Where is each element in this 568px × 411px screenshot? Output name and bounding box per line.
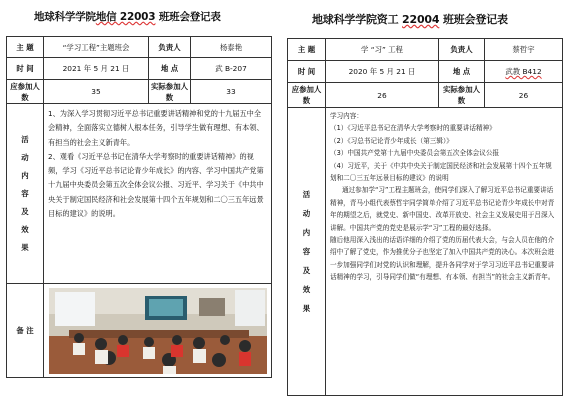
time-value: 2021 年 5 月 21 日 <box>44 58 149 80</box>
table-row <box>288 39 563 61</box>
content-item-1: （1）《习近平总书记在清华大学考察时的重要讲话精神》 <box>330 124 496 133</box>
topic-label: 主 题 <box>7 37 44 58</box>
content-paragraph-1: 1、为深入学习贯彻习近平总书记重要讲话精神和党的十九届五中全会精神，全面落实立德树人根本任务，引导学生做有理想、有本领、有担当的社会主义新青年。 <box>48 109 264 147</box>
left-title-suffix: 班班会登记表 <box>155 11 221 23</box>
classroom-photo-illustration <box>49 288 267 374</box>
right-registration-table <box>287 38 563 396</box>
leader-label: 负责人 <box>149 37 191 58</box>
expected-count-label: 应参加人数 <box>7 80 44 104</box>
remark-cell <box>44 284 272 378</box>
actual-count-label: 实际参加人数 <box>439 83 485 108</box>
right-form-title <box>312 11 508 27</box>
expected-count-value: 26 <box>326 83 439 108</box>
classroom-photo <box>49 288 267 374</box>
table-row <box>7 104 272 284</box>
table-row <box>288 61 563 83</box>
content-paragraph-2: 2、观看《习近平总书记在清华大学考察时的重要讲话精神》的视频，学习《习近平总书记论青少年成长》的内容、学习中国共产党第十九届中央委员会第五次全体会议公报、习近平、学习关于《中共中央关于制定国民经济和社会发展第十四个五年规划和二〇三五年远景目标的建议》的说明。 <box>48 151 264 219</box>
place-value: 武 B-207 <box>191 58 272 80</box>
actual-count-value: 26 <box>485 83 563 108</box>
content-paragraph-1: 通过参加学“习”工程主题班会，使同学们深入了解习近平总书记重要讲话精神，青马小组代表蔡哲宇同学简单介绍了习近平总书记论青少年成长中对青年的期望之后，就党史、新中国史、改革开放史、社会主义发展史用于吕深入讲解。中国共产党的党史是展示学“习”工程的最好选择。 <box>330 186 555 232</box>
table-row <box>7 37 272 58</box>
place-value: 武教 B412 <box>485 61 563 83</box>
time-label: 时 间 <box>288 61 326 83</box>
place-label: 地 点 <box>149 58 191 80</box>
table-row <box>7 80 272 104</box>
actual-count-label: 实际参加人数 <box>149 80 191 104</box>
remark-label: 备 注 <box>7 284 44 378</box>
time-label: 时 间 <box>7 58 44 80</box>
expected-count-value: 35 <box>44 80 149 104</box>
leader-value: 杨泰艳 <box>191 37 272 58</box>
topic-value: “学习工程”主题班会 <box>44 37 149 58</box>
table-row <box>288 108 563 396</box>
content-label-text: 活动内容及效果 <box>21 134 29 252</box>
content-body <box>44 104 272 284</box>
left-title-class: 地信 22003 <box>95 11 156 23</box>
expected-count-label: 应参加人 数 <box>288 83 326 108</box>
right-title-suffix: 班班会登记表 <box>439 13 508 26</box>
content-item-4: （4）习近平，关于《中共中央关于制定国民经济和社会发展第十四个五年规划和二〇三五年远景目标的建议》的说明 <box>330 161 552 183</box>
table-row <box>7 58 272 80</box>
topic-value: 学 “习” 工程 <box>326 39 439 61</box>
leader-value: 蔡哲宇 <box>485 39 563 61</box>
content-label-text: 活动内容及效果 <box>302 190 311 313</box>
actual-count-value: 33 <box>191 80 272 104</box>
content-label <box>288 108 326 396</box>
left-form-title <box>34 9 221 24</box>
right-title-school: 地球科学学院资工 <box>312 13 403 26</box>
content-body <box>326 108 563 396</box>
leader-label: 负责人 <box>439 39 485 61</box>
content-label <box>7 104 44 284</box>
left-registration-table <box>6 36 272 378</box>
content-paragraph-2: 随后他用深入浅出的话语详细的介绍了党的历届代表大会，与会人员在他的介绍中了解了党史，作为推优分子也坚定了加入中国共产党的决心。本次班会进一步加强同学们对党的认识和理解，提升各同学对于学习习近平总书记重要讲话精神的学习，引导同学们做“有理想、有本领、有担当”的社会主义新青年。 <box>330 236 555 282</box>
place-label: 地 点 <box>439 61 485 83</box>
table-row <box>7 284 272 378</box>
table-row <box>288 83 563 108</box>
content-item-2: （2）《习总书记论青少年成长（第三辑）》 <box>330 136 453 145</box>
time-value: 2020 年 5 月 21 日 <box>326 61 439 83</box>
content-heading: 学习内容： <box>330 112 363 120</box>
left-title-school: 地球科学学院 <box>34 11 96 23</box>
right-title-class: 22004 <box>402 13 440 26</box>
topic-label: 主 题 <box>288 39 326 61</box>
content-item-3: （3）中国共产党第十九届中央委员会第五次全体会议公报 <box>330 149 500 158</box>
